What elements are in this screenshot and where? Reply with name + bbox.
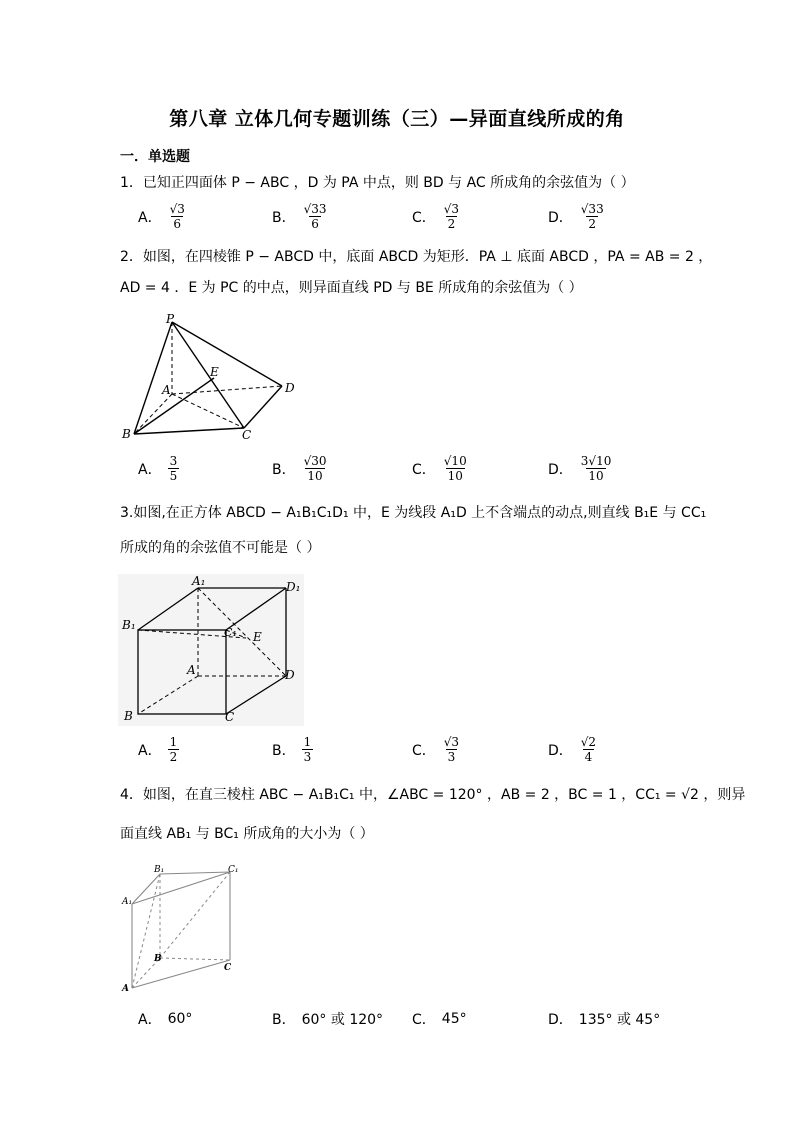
- q2-option-c[interactable]: C． $\frac{√10}{10}$: [412, 454, 467, 483]
- q4-label-a1: A₁: [122, 897, 133, 907]
- q2-option-d[interactable]: D． $\frac{3√10}{10}$: [548, 454, 612, 483]
- q2-label-a: A: [162, 383, 171, 397]
- q4-label-c1: C₁: [228, 865, 239, 875]
- q4-option-a[interactable]: A． 60°: [138, 1011, 193, 1028]
- question-4-line-1: 4．如图，在直三棱柱 ABC − A₁B₁C₁ 中，∠ABC = 120° ，AB = 2 ，BC = 1 ，CC₁ = √2 ，则异: [120, 787, 746, 803]
- q4-label-b1: B₁: [154, 865, 165, 875]
- q1-option-d[interactable]: D． $\frac{√33}{2}$: [548, 202, 604, 231]
- question-3-line-2: 所成的角的余弦值不可能是（ ）: [120, 540, 321, 556]
- q3-option-d[interactable]: D． $\frac{√2}{4}$: [548, 735, 597, 764]
- q4-label-c: C: [224, 963, 232, 973]
- page-title: 第八章 立体几何专题训练（三）—异面直线所成的角: [169, 108, 625, 130]
- q2-option-a[interactable]: A． $\frac{3}{5}$: [138, 454, 178, 483]
- q2-label-b: B: [122, 427, 131, 441]
- q3-label-d: D: [285, 668, 295, 682]
- q3-option-c[interactable]: C． $\frac{√3}{3}$: [412, 735, 460, 764]
- q4-option-d[interactable]: D． 135° 或 45°: [548, 1012, 661, 1028]
- question-4-line-2: 面直线 AB₁ 与 BC₁ 所成角的大小为（ ）: [120, 826, 374, 842]
- q3-label-b: B: [124, 709, 133, 723]
- q2-label-p: P: [166, 312, 175, 326]
- q4-prism-figure: [118, 862, 248, 992]
- q3-label-b1: B₁: [122, 618, 136, 632]
- q3-option-b[interactable]: B． $\frac{1}{3}$: [272, 735, 312, 764]
- q2-option-b[interactable]: B． $\frac{√30}{10}$: [272, 454, 327, 483]
- question-2-line-1: 2．如图，在四棱锥 P − ABCD 中，底面 ABCD 为矩形．PA ⊥ 底面 ABCD ，PA = AB = 2 ，: [120, 249, 713, 265]
- question-3-line-1: 3.如图,在正方体 ABCD − A₁B₁C₁D₁ 中，E 为线段 A₁D 上不含端点的动点,则直线 B₁E 与 CC₁: [120, 505, 707, 521]
- q1-option-b[interactable]: B． $\frac{√33}{6}$: [272, 202, 327, 231]
- q2-label-c: C: [242, 428, 252, 442]
- q2-label-e: E: [210, 365, 219, 379]
- q3-label-d1: D₁: [286, 580, 301, 594]
- q3-label-a1: A₁: [192, 574, 206, 588]
- section-heading: 一．单选题: [120, 149, 190, 165]
- q4-option-c[interactable]: C． 45°: [412, 1011, 467, 1028]
- q3-option-a[interactable]: A． $\frac{1}{2}$: [138, 735, 178, 764]
- q3-label-c1: C₁: [224, 626, 237, 639]
- q1-option-a[interactable]: A． $\frac{√3}{6}$: [138, 202, 185, 231]
- q1-option-c[interactable]: C． $\frac{√3}{2}$: [412, 202, 460, 231]
- q4-option-b[interactable]: B． 60° 或 120°: [272, 1012, 384, 1028]
- q4-label-b: B: [154, 954, 162, 964]
- q3-label-c: C: [225, 710, 235, 724]
- q4-label-a: A: [122, 984, 129, 992]
- q3-label-e: E: [253, 630, 262, 644]
- question-2-line-2: AD = 4 ．E 为 PC 的中点，则异面直线 PD 与 BE 所成角的余弦值为（ ）: [120, 280, 583, 296]
- q3-cube-figure: [118, 574, 304, 726]
- q3-label-a: A: [187, 663, 196, 677]
- q2-pyramid-figure: [118, 312, 298, 442]
- question-1-text: 1．已知正四面体 P − ABC ，D 为 PA 中点，则 BD 与 AC 所成角的余弦值为（ ）: [120, 175, 635, 191]
- q2-label-d: D: [285, 381, 295, 395]
